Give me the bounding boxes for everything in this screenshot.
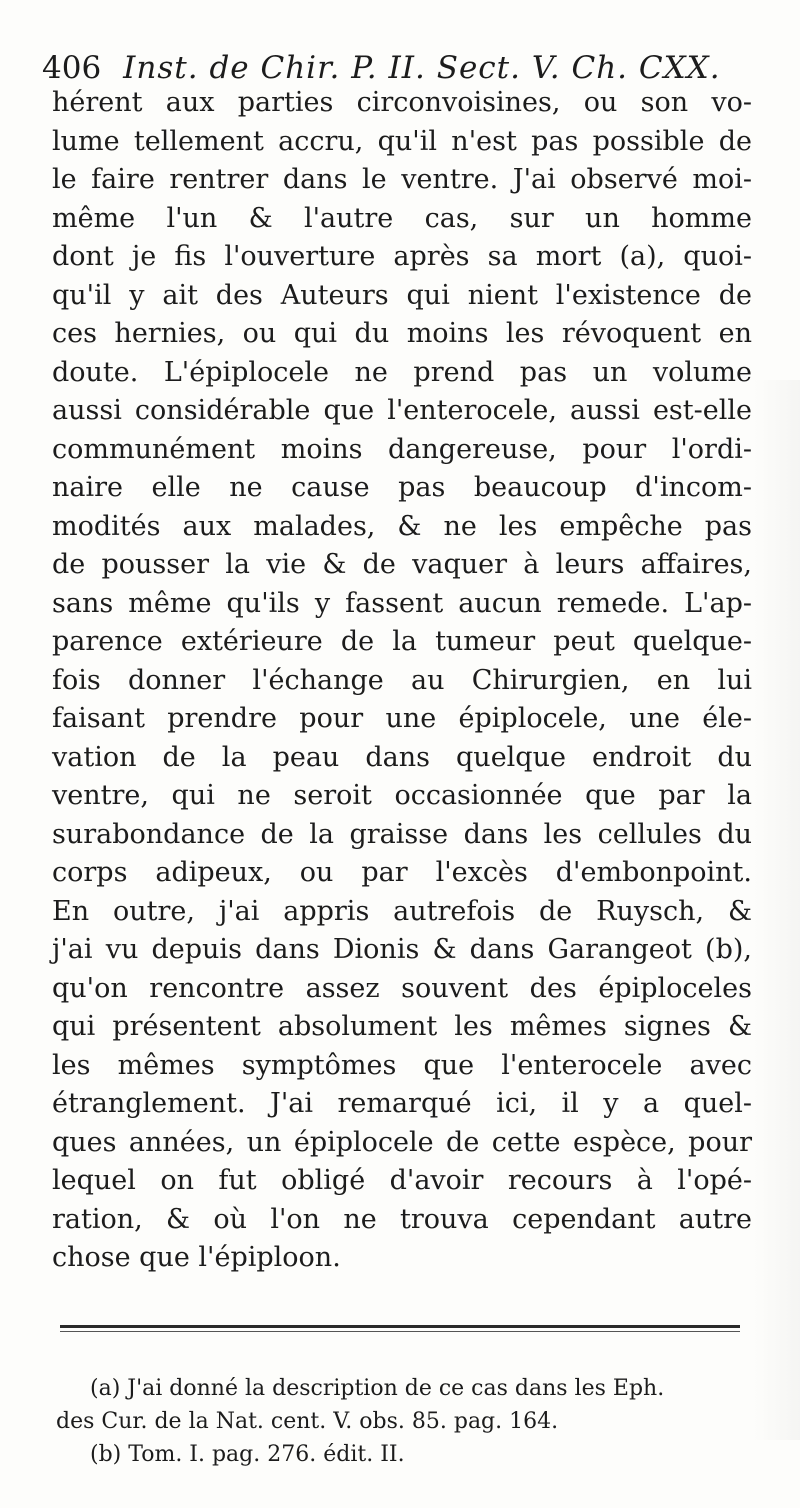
text-line: naire elle ne cause pas beaucoup d'incom- [52,472,752,503]
text-line: surabondance de la graisse dans les cellules du [52,818,752,850]
text-line: fois donner l'échange au Chirurgien, en lui [52,664,752,696]
footnote-rule-thin [60,1331,740,1332]
footnote-rule [60,1325,740,1328]
text-line: vation de la peau dans quelque endroit du [52,741,752,773]
text-line: dont je fis l'ouverture après sa mort (a), quoi- [52,241,752,272]
text-line: ventre, qui ne seroit occasionnée que par la [52,780,752,811]
text-line: les mêmes symptômes que l'enterocele avec [52,1049,752,1081]
text-line: ces hernies, ou qui du moins les révoquent en [52,318,752,349]
text-line: j'ai vu depuis dans Dionis & dans Garangeot (b), [52,934,752,965]
text-line: doute. L'épiplocele ne prend pas un volume [52,356,752,388]
text-line: ration, & où l'on ne trouva cependant autre [52,1203,752,1235]
text-line: lume tellement accru, qu'il n'est pas possible de [52,125,752,157]
text-line: parence extérieure de la tumeur peut quelque- [52,626,752,657]
text-line: sans même qu'ils y fassent aucun remede. L'ap- [52,587,752,619]
text-line: hérent aux parties circonvoisines, ou son vo- [52,87,752,118]
footnote-b: (b) Tom. I. pag. 276. édit. II. [90,1442,405,1467]
page-edge-shadow [754,380,800,1440]
text-line: modités aux malades, & ne les empêche pas [52,510,752,542]
text-line: ques années, un épiplocele de cette espèce, pour [52,1126,752,1158]
text-line: le faire rentrer dans le ventre. J'ai observé moi- [52,164,752,195]
text-line: faisant prendre pour une épiplocele, une éle- [52,703,752,734]
page-number: 406 [42,50,102,86]
footnote-a-continuation: des Cur. de la Nat. cent. V. obs. 85. pag. 164. [56,1409,559,1434]
main-text [52,84,752,1278]
text-line: lequel on fut obligé d'avoir recours à l'opé- [52,1165,752,1196]
text-line: de pousser la vie & de vaquer à leurs affaires, [52,549,752,580]
text-line: qu'on rencontre assez souvent des épiploceles [52,972,752,1004]
footnote-a: (a) J'ai donné la description de ce cas dans les Eph. [90,1376,665,1401]
text-line: qui présentent absolument les mêmes signes & [52,1011,752,1042]
text-line: qu'il y ait des Auteurs qui nient l'existence de [52,279,752,311]
text-line: étranglement. J'ai remarqué ici, il y a quel- [52,1088,752,1119]
text-line: En outre, j'ai appris autrefois de Ruysch, & [52,895,752,927]
text-line: communément moins dangereuse, pour l'ordi- [52,433,752,465]
text-line: même l'un & l'autre cas, sur un homme [52,202,752,234]
text-line: corps adipeux, ou par l'excès d'embonpoint. [52,857,752,888]
text-line: aussi considérable que l'enterocele, aussi est-elle [52,395,752,426]
text-line: chose que l'épiploon. [52,1242,341,1273]
footnotes [56,1372,766,1471]
running-title: Inst. de Chir. P. II. Sect. V. Ch. CXX. [123,50,721,86]
